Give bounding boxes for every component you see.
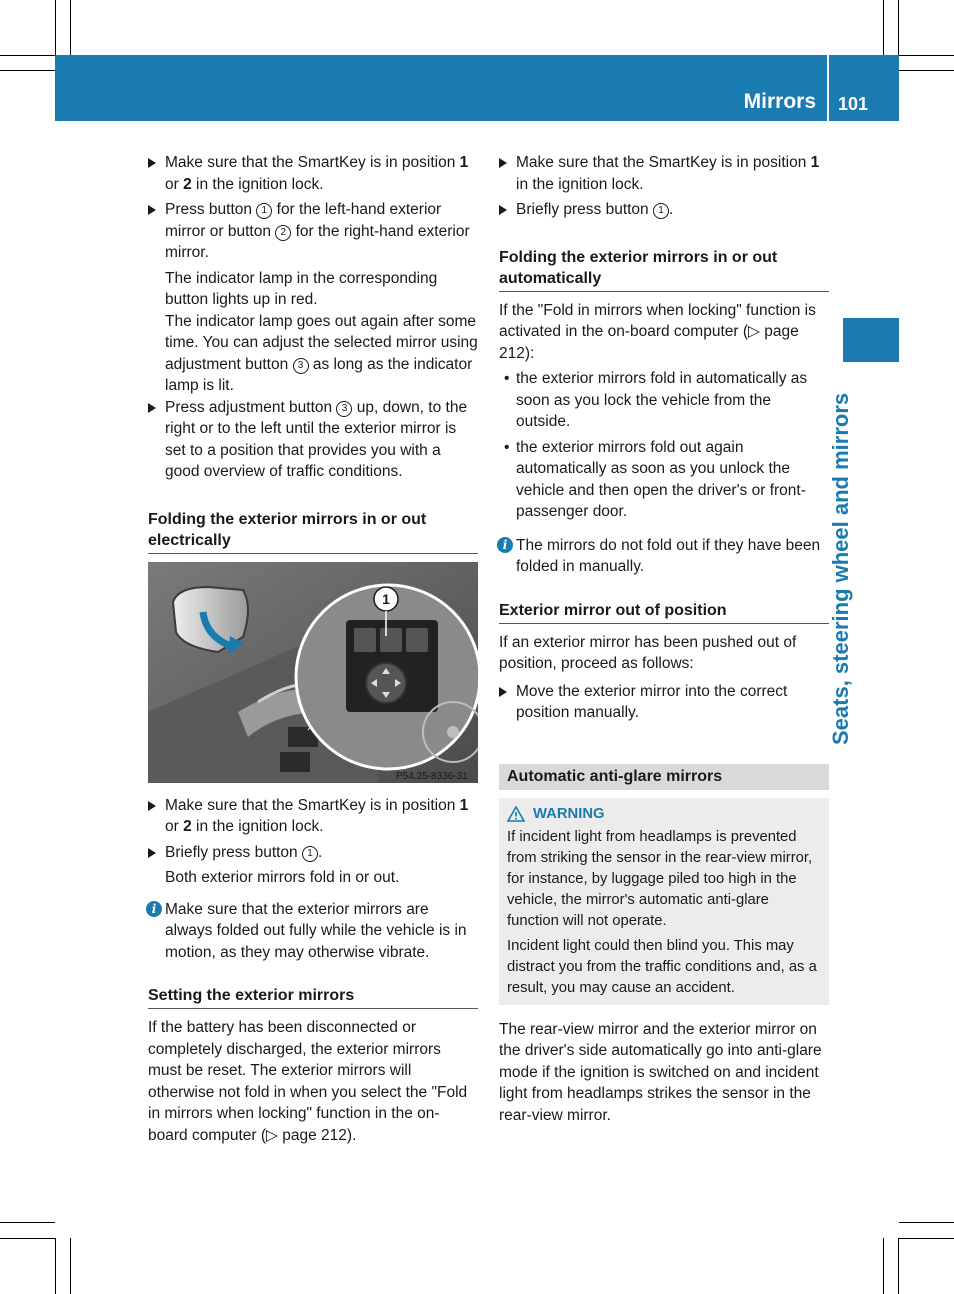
crop-mark (0, 55, 55, 56)
header-divider (827, 55, 829, 121)
right-column (499, 152, 829, 1126)
step-arrow-icon (148, 848, 156, 858)
info-note: i Make sure that the exterior mirrors are always folded out fully while the vehicle is in motion, as they may otherwise vibrate. (148, 899, 478, 964)
info-icon: i (497, 537, 513, 553)
figure-caption: P54.25-8336-31 (396, 770, 468, 782)
warning-text: Incident light could then blind you. This may distract you from the traffic conditions and, as a result, you may cause an accident. (507, 937, 817, 996)
callout-number-icon: 1 (256, 203, 272, 219)
warning-triangle-icon (507, 806, 525, 822)
crop-mark (898, 0, 899, 55)
crop-mark (899, 1238, 954, 1239)
crop-mark (0, 70, 55, 71)
figure-callout: 1 (382, 590, 390, 607)
crop-mark (899, 70, 954, 71)
crop-mark (899, 55, 954, 56)
instruction-step: Move the exterior mirror into the correct position manually. (499, 681, 829, 724)
page-title: Mirrors (743, 90, 816, 113)
chapter-side-label: Seats, steering wheel and mirrors (828, 392, 853, 745)
instruction-step: Make sure that the SmartKey is in position 1 or 2 in the ignition lock. (148, 795, 478, 838)
callout-number-icon: 1 (302, 846, 318, 862)
instruction-step: Press button 1 for the left-hand exterior mirror or button 2 for the right-hand exterior mirror. (148, 199, 478, 264)
mirror-switch-figure (148, 562, 478, 783)
instruction-step: Make sure that the SmartKey is in position 1 or 2 in the ignition lock. (148, 152, 478, 195)
crop-mark (883, 0, 884, 55)
step-result: The indicator lamp in the corresponding button lights up in red. (165, 269, 438, 308)
page-number: 101 (838, 94, 869, 114)
step-result: Both exterior mirrors fold in or out. (165, 869, 400, 886)
step-result: The indicator lamp goes out again after some time. You can adjust the selected mirror using adjustment button 3 as long as the indicator lamp is lit. (165, 312, 478, 394)
section-bar-heading: Automatic anti-glare mirrors (499, 764, 829, 790)
crop-mark (0, 1238, 55, 1239)
callout-number-icon: 2 (275, 225, 291, 241)
step-arrow-icon (148, 801, 156, 811)
info-note: i The mirrors do not fold out if they have been folded in manually. (499, 535, 829, 578)
step-arrow-icon (499, 205, 507, 215)
warning-text: If incident light from headlamps is prevented from striking the sensor in the rear-view mirror, for instance, by luggage piled too high in the vehicle, the mirror's automatic anti-glare function will not operate. (507, 828, 813, 929)
warning-box (499, 798, 829, 1005)
door-panel-illustration (148, 562, 478, 783)
callout-number-icon: 3 (293, 358, 309, 374)
step-arrow-icon (148, 158, 156, 168)
crop-mark (883, 1238, 884, 1294)
step-arrow-icon (499, 158, 507, 168)
callout-number-icon: 3 (336, 401, 352, 417)
body-paragraph: The rear-view mirror and the exterior mirror on the driver's side automatically go into anti-glare mode if the ignition is switched on and incident light from headlamps strikes the sensor in the rear-view mirror. (499, 1020, 822, 1124)
warning-title: WARNING (507, 804, 821, 825)
step-arrow-icon (499, 687, 507, 697)
body-paragraph: If the "Fold in mirrors when locking" function is activated in the on-board computer (▷ page 212): (499, 301, 816, 362)
crop-mark (899, 1222, 954, 1223)
crop-mark (55, 1238, 56, 1294)
instruction-step: Briefly press button 1 . (148, 842, 478, 864)
section-heading: Folding the exterior mirrors in or out automatically (499, 247, 829, 292)
left-column (148, 152, 478, 1146)
crop-mark (55, 0, 56, 55)
instruction-step: Briefly press button 1 . (499, 199, 829, 221)
section-heading: Folding the exterior mirrors in or out electrically (148, 509, 478, 554)
crop-mark (0, 1222, 55, 1223)
crop-mark (70, 0, 71, 55)
step-arrow-icon (148, 205, 156, 215)
section-heading: Exterior mirror out of position (499, 600, 829, 624)
list-item: • the exterior mirrors fold in automatically as soon as you lock the vehicle from the outside. (504, 370, 808, 430)
list-item: • the exterior mirrors fold out again automatically as soon as you unlock the vehicle and then open the driver's or front-passenger door. (504, 438, 806, 520)
body-paragraph: If an exterior mirror has been pushed out of position, proceed as follows: (499, 633, 797, 672)
callout-number-icon: 1 (653, 203, 669, 219)
crop-mark (70, 1238, 71, 1294)
body-paragraph: If the battery has been disconnected or completely discharged, the exterior mirrors must be reset. The exterior mirrors will otherwise not fold in when you select the "Fold in mirrors when locking" function in the on-board computer (▷ page 212). (148, 1019, 468, 1144)
section-heading: Setting the exterior mirrors (148, 985, 478, 1009)
instruction-step: Press adjustment button 3 up, down, to the right or to the left until the exterior mirror is set to a position that provides you with a good overview of traffic conditions. (148, 397, 478, 483)
instruction-step: Make sure that the SmartKey is in position 1 in the ignition lock. (499, 152, 829, 195)
step-arrow-icon (148, 403, 156, 413)
crop-mark (898, 1238, 899, 1294)
info-icon: i (146, 901, 162, 917)
